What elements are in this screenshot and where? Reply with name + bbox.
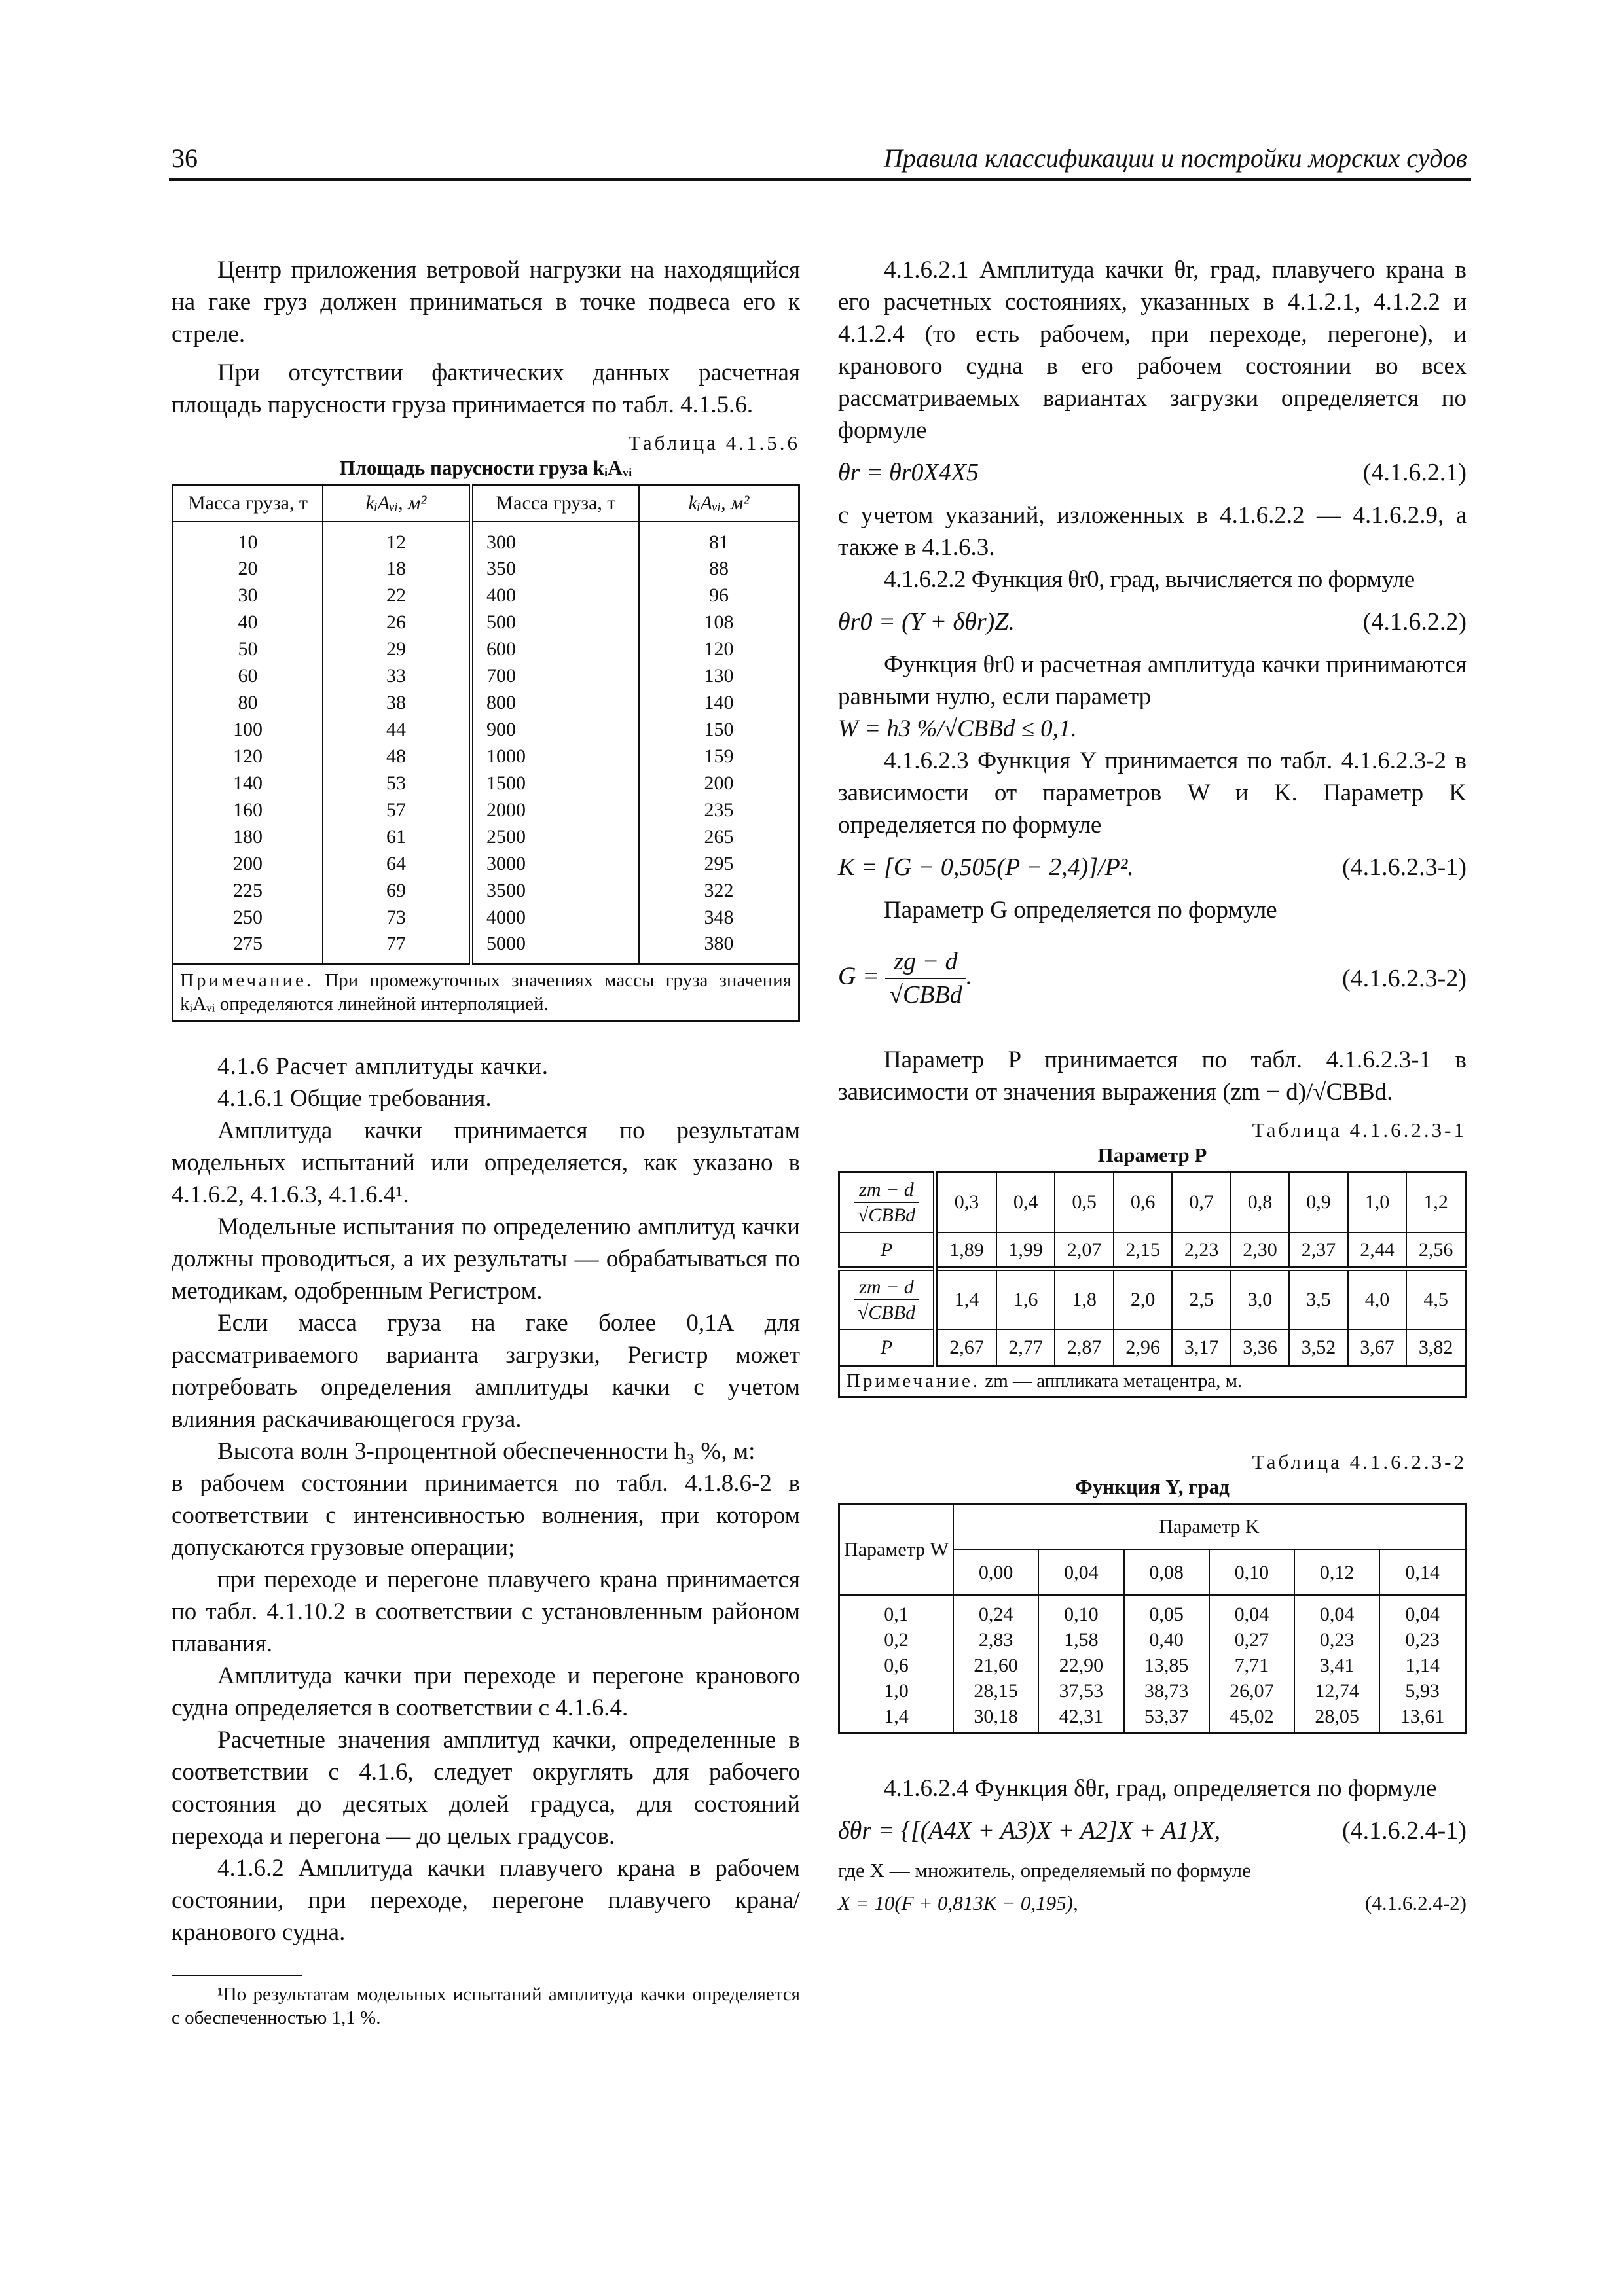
table-cell: 3500 — [471, 877, 640, 904]
paragraph-transit: при переходе и перегоне плавучего крана принимается по табл. 4.1.10.2 в соответствии с установленным районом плавания. — [172, 1566, 800, 1657]
table-header: kᵢAᵥᵢ, м² — [639, 485, 799, 522]
table-cell: 0,27 — [1209, 1627, 1294, 1653]
table-cell: 1500 — [471, 770, 640, 797]
formula-expr: δθr = {[(A4X + A3)X + A2]X + A1}X, — [838, 1817, 1221, 1844]
table-header: 0,00 — [953, 1549, 1038, 1595]
table-cell: 0,6 — [839, 1653, 954, 1678]
table-row — [173, 770, 799, 797]
table-cell: 0,10 — [1038, 1595, 1123, 1627]
paragraph-model-tests: Амплитуда качки принимается по результатам модельных испытаний или определяется, как указано в 4.1.6.2, 4.1.6.3, 4.1.6.4¹. — [172, 1117, 800, 1208]
formula-41624-1 — [838, 1815, 1467, 1847]
table-cell: 2500 — [471, 823, 640, 850]
table-cell: 77 — [323, 931, 471, 964]
table-cell: 44 — [323, 716, 471, 743]
table-cell: 0,1 — [839, 1595, 954, 1627]
table-cell: 13,61 — [1400, 1706, 1445, 1727]
table-cell: 2,67 — [936, 1329, 996, 1366]
table-function-y — [838, 1503, 1467, 1735]
table-cell: 3,17 — [1172, 1329, 1230, 1366]
table-cell: 235 — [704, 798, 734, 821]
paragraph-where-x: где X — множитель, определяемый по формуле — [838, 1859, 1251, 1882]
table-cell: 108 — [704, 611, 734, 633]
row-label-fraction — [839, 1269, 936, 1329]
table-cell: 50 — [173, 636, 323, 662]
table-cell: 200 — [173, 850, 323, 877]
table-cell: 100 — [173, 716, 323, 743]
table-cell: 48 — [323, 743, 471, 770]
table-cell: 2,0 — [1114, 1269, 1172, 1329]
table-cell: 30 — [173, 582, 323, 609]
paragraph-sail-area: При отсутствии фактических данных расчетная площадь парусности груза принимается по табл. 4.1.5.6. — [172, 359, 800, 418]
table-header: 0,08 — [1124, 1549, 1209, 1595]
note-label: Примечание. — [847, 1370, 981, 1391]
table-cell: 3,36 — [1231, 1329, 1289, 1366]
table-cell: 3,5 — [1289, 1269, 1347, 1329]
table-row — [173, 743, 799, 770]
table-sail-area — [172, 484, 800, 1022]
table-cell: 150 — [704, 718, 734, 740]
table-cell: 0,4 — [996, 1172, 1055, 1232]
paragraph-wave-height: Высота волн 3-процентной обеспеченности h₃ %, м: — [217, 1437, 756, 1465]
table-header: Масса груза, т — [173, 485, 323, 522]
table-cell: 38 — [323, 689, 471, 716]
formula-lhs: G = — [838, 962, 879, 990]
paragraph-41621: 4.1.6.2.1 Амплитуда качки θr, град, плавучего крана в его расчетных состояниях, указанных в 4.1.2.1, 4.1.2.2 и 4.1.2.4 (то есть рабочем, при переходе, перегоне), и кранового судна в его рабочем состоянии во всех рассматриваемых вариантах загрузки определяется по формуле — [838, 257, 1467, 444]
table-caption-41623-1: Таблица 4.1.6.2.3-1 — [1252, 1119, 1467, 1141]
table-header: 0,10 — [1209, 1549, 1294, 1595]
paragraph-see-also: с учетом указаний, изложенных в 4.1.6.2.2 — 4.1.6.2.9, а также в 4.1.6.3. — [838, 502, 1467, 561]
table-cell: 700 — [471, 662, 640, 689]
table-cell: 1,4 — [936, 1269, 996, 1329]
table-cell: 38,73 — [1124, 1678, 1209, 1704]
table-cell: 3,67 — [1348, 1329, 1406, 1366]
table-cell: 3,52 — [1289, 1329, 1347, 1366]
table-cell: 53 — [323, 770, 471, 797]
table-header: 0,14 — [1405, 1561, 1440, 1583]
table-cell: 1,99 — [996, 1232, 1055, 1269]
table-cell: 2,5 — [1172, 1269, 1230, 1329]
section-heading-4161: 4.1.6.1 Общие требования. — [217, 1085, 492, 1112]
table-cell: 5,93 — [1405, 1680, 1440, 1702]
table-cell: 295 — [704, 852, 734, 874]
table-cell: 2,07 — [1055, 1232, 1113, 1269]
table-header: Масса груза, т — [471, 485, 640, 522]
table-cell: 5000 — [471, 931, 640, 964]
table-cell: 4,5 — [1423, 1289, 1448, 1311]
paragraph-crane-vessel: Амплитуда качки при переходе и перегоне кранового судна определяется в соответствии с 4.1.6.4. — [172, 1662, 800, 1721]
table-param-p — [838, 1171, 1467, 1398]
table-cell: 120 — [173, 743, 323, 770]
table-cell: 1,0 — [839, 1678, 954, 1704]
table-cell: 30,18 — [953, 1704, 1038, 1734]
paragraph-model-methods: Модельные испытания по определению амплитуд качки должны проводиться, а их результаты — обрабатываться по методикам, одобренным Регистром. — [172, 1213, 800, 1304]
table-cell: 300 — [471, 522, 640, 555]
table-cell: 140 — [173, 770, 323, 797]
table-cell: 1,58 — [1038, 1627, 1123, 1653]
footnote-rule — [172, 1975, 302, 1976]
table-cell: 1,14 — [1405, 1655, 1440, 1676]
table-cell: 2,37 — [1289, 1232, 1347, 1269]
paragraph-param-p: Параметр P принимается по табл. 4.1.6.2.3-1 в зависимости от значения выражения (zm − d)/√CBBd. — [838, 1047, 1467, 1105]
table-cell: 2,15 — [1114, 1232, 1172, 1269]
table-cell: 81 — [709, 531, 729, 553]
table-row — [173, 850, 799, 877]
table-cell: 0,23 — [1294, 1627, 1379, 1653]
fraction-numerator: zm − d — [854, 1177, 919, 1203]
table-cell: 64 — [323, 850, 471, 877]
paragraph-zero-condition: Функция θr0 и расчетная амплитуда качки принимаются равными нулю, если параметр — [838, 651, 1467, 710]
table-caption-41623-2: Таблица 4.1.6.2.3-2 — [1252, 1450, 1467, 1473]
table-cell: 1,0 — [1348, 1172, 1406, 1232]
formula-expr: X = 10(F + 0,813K − 0,195), — [838, 1892, 1078, 1914]
paragraph-wind-center: Центр приложения ветровой нагрузки на находящийся на гаке груз должен приниматься в точке подвеса его к стреле. — [172, 257, 800, 348]
table-cell: 53,37 — [1124, 1704, 1209, 1734]
fraction-denominator: √CBBd — [857, 1301, 916, 1323]
row-label-p: P — [839, 1329, 936, 1366]
table-cell: 12,74 — [1294, 1678, 1379, 1704]
table-cell: 2,56 — [1418, 1238, 1453, 1261]
table-cell: 160 — [173, 797, 323, 823]
paragraph-working-state: в рабочем состоянии принимается по табл. 4.1.8.6-2 в соответствии с интенсивностью волнения, при котором допускаются грузовые операции; — [172, 1469, 800, 1561]
table-cell: 26 — [323, 609, 471, 636]
table-cell: 2,83 — [953, 1627, 1038, 1653]
formula-expr: θr = θr0X4X5 — [838, 459, 979, 486]
section-heading-416: 4.1.6 Расчет амплитуды качки. — [217, 1052, 549, 1080]
formula-41624-2 — [838, 1890, 1467, 1916]
left-column — [172, 254, 800, 2030]
table-cell: 61 — [323, 823, 471, 850]
table-row — [173, 823, 799, 850]
table-row — [173, 689, 799, 716]
table-cell: 2,30 — [1231, 1232, 1289, 1269]
table-cell: 0,24 — [953, 1595, 1038, 1627]
table-cell: 22,90 — [1038, 1653, 1123, 1678]
table-row — [839, 1704, 1466, 1734]
table-cell: 45,02 — [1209, 1704, 1294, 1734]
table-cell: 0,5 — [1055, 1172, 1113, 1232]
table-row — [173, 636, 799, 662]
table-cell: 140 — [704, 691, 734, 713]
formula-expr: θr0 = (Y + δθr)Z. — [838, 608, 1015, 636]
table-cell: 600 — [471, 636, 640, 662]
table-row — [173, 582, 799, 609]
table-cell: 1,2 — [1423, 1191, 1448, 1213]
paragraph-rounding: Расчетные значения амплитуд качки, определенные в соответствии с 4.1.6, следует округлять для рабочего состояния до десятых долей градуса, для состояний перехода и перегона — до целых градусов. — [172, 1726, 800, 1850]
table-cell: 28,05 — [1294, 1704, 1379, 1734]
fraction-denominator: √CBBd — [857, 1204, 916, 1226]
table-cell: 2,87 — [1055, 1329, 1113, 1366]
table-cell: 180 — [173, 823, 323, 850]
table-note — [839, 1366, 1466, 1397]
table-note — [173, 964, 799, 1021]
formula-number: (4.1.6.2.2) — [1362, 608, 1467, 636]
paragraph-41623: 4.1.6.2.3 Функция Y принимается по табл. 4.1.6.2.3-2 в зависимости от параметров W и K. Параметр K определяется по формуле — [838, 747, 1467, 838]
table-cell: 1,8 — [1055, 1269, 1113, 1329]
table-cell: 3000 — [471, 850, 640, 877]
table-cell: 96 — [709, 584, 729, 606]
table-cell: 80 — [173, 689, 323, 716]
table-function-y-body — [839, 1595, 1466, 1734]
table-cell: 1,4 — [839, 1704, 954, 1734]
table-cell: 0,04 — [1405, 1604, 1440, 1625]
table-row — [839, 1627, 1466, 1653]
paragraph-param-g: Параметр G определяется по формуле — [884, 897, 1277, 924]
table-cell: 37,53 — [1038, 1678, 1123, 1704]
table-cell: 57 — [323, 797, 471, 823]
table-cell: 0,6 — [1114, 1172, 1172, 1232]
table-cell: 12 — [323, 522, 471, 555]
table-title-4156: Площадь парусности груза kᵢAᵥᵢ — [339, 456, 632, 479]
table-cell: 29 — [323, 636, 471, 662]
row-label-fraction — [839, 1172, 936, 1232]
table-cell: 3,41 — [1294, 1653, 1379, 1678]
table-cell: 0,40 — [1124, 1627, 1209, 1653]
table-row — [173, 555, 799, 582]
table-row — [173, 522, 799, 555]
table-cell: 0,8 — [1231, 1172, 1289, 1232]
formula-number: (4.1.6.2.4-2) — [1365, 1892, 1467, 1914]
table-cell: 2,77 — [996, 1329, 1055, 1366]
formula-41621 — [838, 457, 1467, 489]
table-cell: 2000 — [471, 797, 640, 823]
table-cell: 4000 — [471, 904, 640, 931]
table-cell: 900 — [471, 716, 640, 743]
table-cell: 4,0 — [1348, 1269, 1406, 1329]
formula-41623-1 — [838, 852, 1467, 884]
table-cell: 500 — [471, 609, 640, 636]
table-row — [173, 716, 799, 743]
table-cell: 0,3 — [936, 1172, 996, 1232]
formula-number: (4.1.6.2.3-2) — [1342, 964, 1467, 992]
table-cell: 1,6 — [996, 1269, 1055, 1329]
table-cell: 348 — [704, 906, 734, 928]
table-row — [173, 877, 799, 904]
table-cell: 0,04 — [1294, 1595, 1379, 1627]
table-header: 0,12 — [1294, 1549, 1379, 1595]
table-cell: 350 — [471, 555, 640, 582]
table-cell: 22 — [323, 582, 471, 609]
table-header: kᵢAᵥᵢ, м² — [323, 485, 471, 522]
table-cell: 0,04 — [1209, 1595, 1294, 1627]
formula-number: (4.1.6.2.3-1) — [1342, 853, 1467, 881]
header-rule — [169, 178, 1471, 181]
table-cell: 3,0 — [1231, 1269, 1289, 1329]
table-header-param-k: Параметр K — [953, 1503, 1466, 1549]
table-title-param-p: Параметр P — [1097, 1143, 1207, 1166]
table-cell: 0,9 — [1289, 1172, 1347, 1232]
fraction-numerator: zg − d — [885, 946, 966, 979]
table-row — [173, 609, 799, 636]
table-row — [173, 904, 799, 931]
right-column — [838, 254, 1467, 1923]
formula-41622 — [838, 606, 1467, 638]
table-cell: 2,96 — [1114, 1329, 1172, 1366]
table-cell: 88 — [709, 557, 729, 579]
table-cell: 0,05 — [1124, 1595, 1209, 1627]
fraction-denominator: √CBBd — [889, 981, 962, 1009]
table-cell: 380 — [704, 932, 734, 954]
table-cell: 10 — [173, 522, 323, 555]
note-text: zm — аппликата метацентра, м. — [980, 1370, 1243, 1391]
table-cell: 275 — [173, 931, 323, 964]
table-header: 0,04 — [1038, 1549, 1123, 1595]
page-number: 36 — [172, 143, 198, 173]
table-cell: 322 — [704, 879, 734, 901]
paragraph-4162: 4.1.6.2 Амплитуда качки плавучего крана в рабочем состоянии, при переходе, перегоне плавучего крана/ кранового судна. — [172, 1854, 800, 1946]
table-row — [173, 931, 799, 964]
table-cell: 73 — [323, 904, 471, 931]
table-cell: 18 — [323, 555, 471, 582]
table-cell: 1000 — [471, 743, 640, 770]
table-cell: 13,85 — [1124, 1653, 1209, 1678]
table-cell: 225 — [173, 877, 323, 904]
table-cell: 0,23 — [1405, 1629, 1440, 1651]
formula-expr: K = [G − 0,505(P − 2,4)]/P². — [838, 853, 1134, 881]
table-cell: 1,89 — [936, 1232, 996, 1269]
formula-number: (4.1.6.2.4-1) — [1342, 1817, 1467, 1844]
table-cell: 40 — [173, 609, 323, 636]
table-cell: 3,82 — [1418, 1336, 1453, 1358]
table-cell: 33 — [323, 662, 471, 689]
table-cell: 400 — [471, 582, 640, 609]
table-header-param-w: Параметр W — [839, 1503, 954, 1595]
table-row — [839, 1595, 1466, 1627]
table-cell: 20 — [173, 555, 323, 582]
table-cell: 200 — [704, 772, 734, 794]
table-row — [173, 797, 799, 823]
table-cell: 0,2 — [839, 1627, 954, 1653]
paragraph-41624: 4.1.6.2.4 Функция δθr, град, определяется по формуле — [884, 1775, 1437, 1802]
table-sail-area-body — [173, 522, 799, 964]
table-title-function-y: Функция Y, град — [1075, 1475, 1230, 1498]
table-cell: 800 — [471, 689, 640, 716]
footnote: ¹По результатам модельных испытаний амплитуда качки определяется с обеспеченностью 1,1 %. — [172, 1983, 800, 2028]
table-row — [839, 1653, 1466, 1678]
table-cell: 130 — [704, 664, 734, 687]
table-row — [173, 662, 799, 689]
fraction-numerator: zm − d — [854, 1275, 919, 1300]
table-cell: 159 — [704, 745, 734, 767]
formula-number: (4.1.6.2.1) — [1362, 459, 1467, 486]
table-cell: 21,60 — [953, 1653, 1038, 1678]
table-cell: 26,07 — [1209, 1678, 1294, 1704]
table-cell: 250 — [173, 904, 323, 931]
table-caption-4156: Таблица 4.1.5.6 — [628, 431, 800, 454]
table-cell: 42,31 — [1038, 1704, 1123, 1734]
table-cell: 28,15 — [953, 1678, 1038, 1704]
formula-w-condition: W = h3 %/√CBBd ≤ 0,1. — [838, 715, 1077, 742]
row-label-p: P — [839, 1232, 936, 1269]
table-cell: 7,71 — [1209, 1653, 1294, 1678]
table-row — [839, 1678, 1466, 1704]
table-cell: 0,7 — [1172, 1172, 1230, 1232]
table-cell: 69 — [323, 877, 471, 904]
paragraph-41622: 4.1.6.2.2 Функция θr0, град, вычисляется по формуле — [884, 566, 1415, 593]
table-cell: 265 — [704, 825, 734, 848]
note-text: При промежуточных значениях массы груза значения kᵢAᵥᵢ определяются линейной интерполяцией. — [180, 969, 792, 1014]
table-cell: 120 — [704, 637, 734, 660]
running-title: Правила классификации и постройки морских судов — [883, 143, 1467, 173]
paragraph-mass-on-hook: Если масса груза на гаке более 0,1А для рассматриваемого варианта загрузки, Регистр может потребовать определения амплитуды качки с учетом влияния раскачивающегося груза. — [172, 1309, 800, 1433]
table-cell: 60 — [173, 662, 323, 689]
formula-fraction — [885, 946, 966, 1011]
table-cell: 2,23 — [1172, 1232, 1230, 1269]
note-label: Примечание. — [180, 969, 314, 991]
table-cell: 2,44 — [1348, 1232, 1406, 1269]
formula-41623-2: G = $\frac{zg - d}{\text{√CBBd}}$ . (4.1.6.2.3-2) — [838, 946, 1467, 1011]
